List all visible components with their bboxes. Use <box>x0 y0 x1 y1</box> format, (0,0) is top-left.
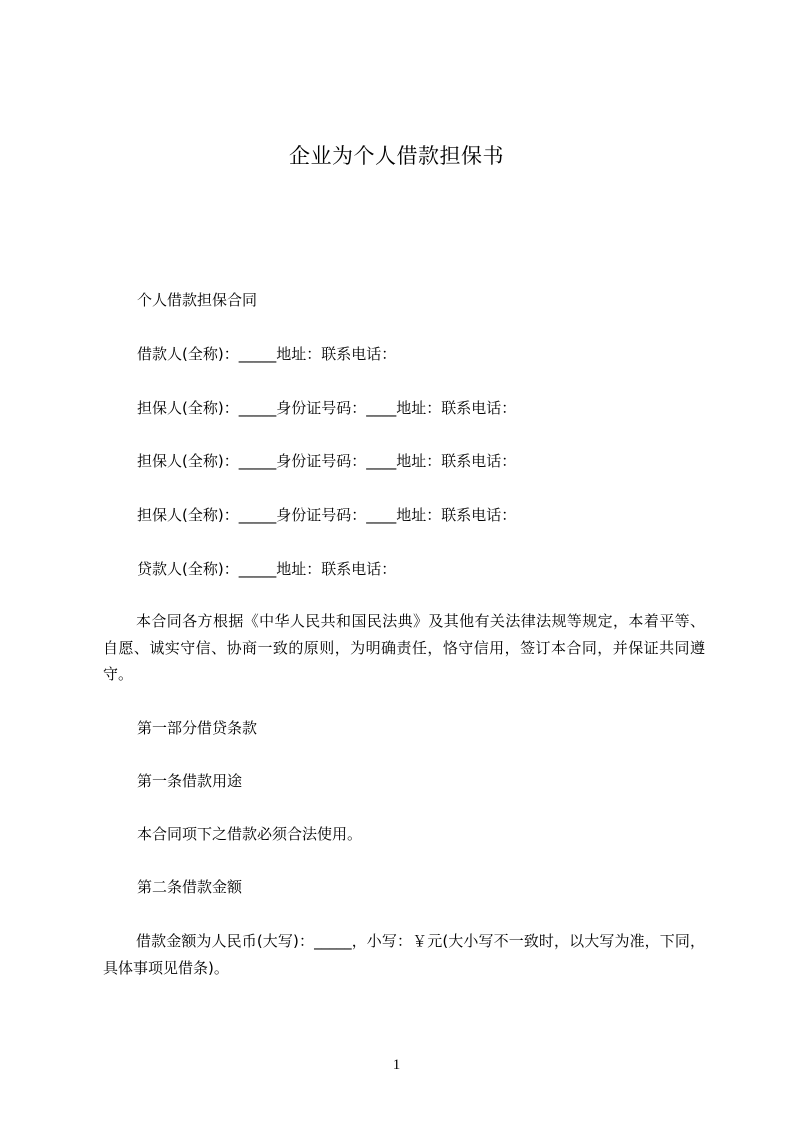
lender-line: 贷款人(全称)：_____地址：联系电话： <box>137 560 397 578</box>
preamble-paragraph: 本合同各方根据《中华人民共和国民法典》及其他有关法律法规等规定，本着平等、自愿、诚实守信、协商一致的原则，为明确责任，恪守信用，签订本合同，并保证共同遵守。 <box>103 612 705 683</box>
guarantor-line-3: 担保人(全称)：_____身份证号码：____地址：联系电话： <box>137 506 517 524</box>
guarantor-line-2: 担保人(全称)：_____身份证号码：____地址：联系电话： <box>137 452 517 470</box>
contract-heading: 个人借款担保合同 <box>137 291 258 309</box>
article-two-text: 借款金额为人民币(大写)：_____，小写：￥元(大小写不一致时，以大写为准，下同，具体事项见借条)。 <box>103 932 705 977</box>
article-one-text: 本合同项下之借款必须合法使用。 <box>137 825 363 843</box>
borrower-line: 借款人(全称)：_____地址：联系电话： <box>137 345 397 363</box>
guarantor-line-1: 担保人(全称)：_____身份证号码：____地址：联系电话： <box>137 399 517 417</box>
article-two-heading: 第二条借款金额 <box>137 878 243 896</box>
article-one-heading: 第一条借款用途 <box>137 772 243 790</box>
part-one-heading: 第一部分借贷条款 <box>137 719 258 737</box>
document-title: 企业为个人借款担保书 <box>289 144 504 168</box>
page-number: 1 <box>392 1057 401 1073</box>
